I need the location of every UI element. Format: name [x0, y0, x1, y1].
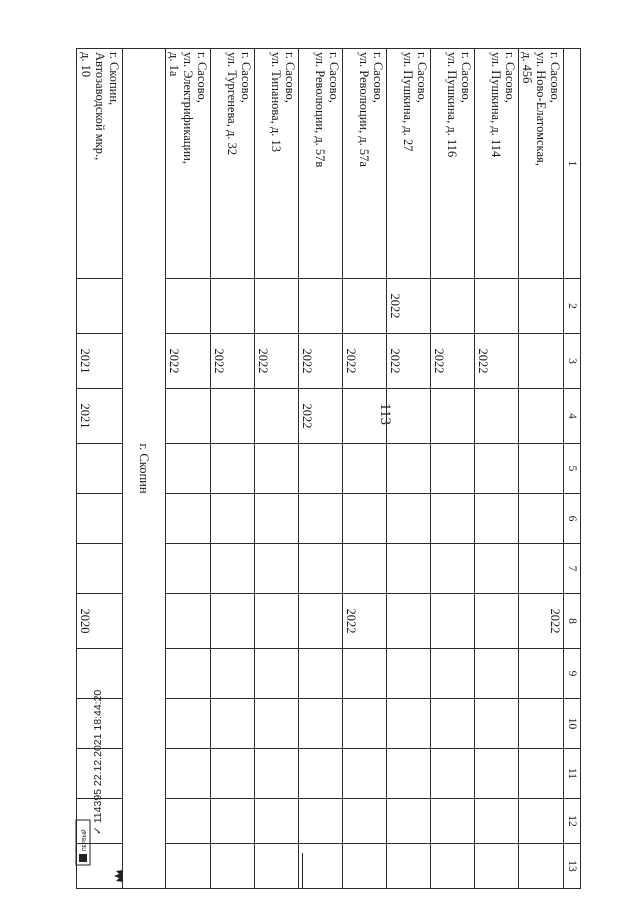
- year-cell: [387, 749, 431, 799]
- year-cell: [343, 389, 387, 444]
- table-row: [431, 49, 475, 889]
- address-cell: [475, 49, 519, 279]
- year-cell: [77, 544, 123, 594]
- year-cell: [343, 544, 387, 594]
- year-cell: 2022: [299, 389, 343, 444]
- year-cell: 2021: [77, 389, 123, 444]
- year-cell: [431, 799, 475, 844]
- year-cell: [519, 649, 564, 699]
- year-cell: 2022: [475, 334, 519, 389]
- year-cell: [343, 799, 387, 844]
- year-cell: [166, 844, 211, 889]
- year-cell: [431, 699, 475, 749]
- year-cell: [166, 389, 211, 444]
- address-line: ул. Революции, д. 57в: [313, 52, 327, 168]
- address-line: ул. Пушкина, д. 27: [401, 52, 415, 152]
- year-cell: [475, 649, 519, 699]
- year-cell: [211, 544, 255, 594]
- city-header: г. Скопин: [123, 49, 166, 889]
- year-cell: [431, 649, 475, 699]
- year-cell: [255, 699, 299, 749]
- address-cell: [387, 49, 431, 279]
- year-cell: [211, 649, 255, 699]
- address-cell: [299, 49, 343, 279]
- year-cell: [166, 749, 211, 799]
- year-cell: [475, 844, 519, 889]
- year-cell: 2022: [343, 334, 387, 389]
- year-cell: [299, 699, 343, 749]
- address-line: г. Сасово,: [415, 52, 429, 103]
- address-cell: [519, 49, 564, 279]
- year-cell: [519, 749, 564, 799]
- address-line: д. 1а: [167, 52, 181, 77]
- year-cell: [475, 389, 519, 444]
- crown-icon: [112, 869, 124, 883]
- address-line: д. 10: [79, 52, 93, 78]
- year-cell: [77, 444, 123, 494]
- year-cell: [343, 844, 387, 889]
- year-cell: [519, 844, 564, 889]
- year-cell: 2020: [77, 594, 123, 649]
- address-line: Автозаводской мкр.,: [93, 52, 107, 161]
- year-cell: [299, 444, 343, 494]
- column-header: 10: [564, 699, 581, 749]
- year-cell: [166, 594, 211, 649]
- year-cell: [255, 649, 299, 699]
- address-cell: [166, 49, 211, 279]
- column-header: 3: [564, 334, 581, 389]
- address-cell: [431, 49, 475, 279]
- year-cell: [211, 444, 255, 494]
- year-cell: [519, 279, 564, 334]
- year-cell: [343, 279, 387, 334]
- year-cell: [475, 799, 519, 844]
- year-cell: [387, 594, 431, 649]
- table-row: [255, 49, 299, 889]
- year-cell: [255, 749, 299, 799]
- year-cell: 2022: [255, 334, 299, 389]
- year-cell: [519, 389, 564, 444]
- year-cell: [299, 799, 343, 844]
- year-cell: [166, 444, 211, 494]
- address-cell: [343, 49, 387, 279]
- year-cell: [519, 699, 564, 749]
- year-cell: 2022: [431, 334, 475, 389]
- year-cell: [475, 749, 519, 799]
- year-cell: [387, 649, 431, 699]
- table-row: [475, 49, 519, 889]
- year-cell: [166, 279, 211, 334]
- year-cell: [475, 494, 519, 544]
- year-cell: [255, 494, 299, 544]
- document-meta-text: 114395 22.12.2021 18:44:20: [92, 689, 104, 824]
- year-cell: [519, 334, 564, 389]
- year-cell: [77, 279, 123, 334]
- year-cell: [431, 544, 475, 594]
- year-cell: [431, 279, 475, 334]
- year-cell: [475, 279, 519, 334]
- electronic-stamp: [73, 716, 93, 866]
- year-cell: [519, 799, 564, 844]
- year-cell: [475, 594, 519, 649]
- year-cell: [299, 749, 343, 799]
- year-cell: [299, 494, 343, 544]
- year-cell: [255, 544, 299, 594]
- year-cell: 2022: [343, 594, 387, 649]
- address-line: ул. Тургенева, д. 32: [225, 52, 239, 156]
- year-cell: [255, 799, 299, 844]
- year-cell: [387, 389, 431, 444]
- address-cell: [77, 49, 123, 279]
- year-cell: [255, 444, 299, 494]
- address-line: ул. Ново-Елатомская,: [534, 52, 548, 166]
- signature-check-icon: ✓: [92, 826, 104, 835]
- year-cell: [211, 799, 255, 844]
- address-line: г. Скопин,: [107, 52, 121, 106]
- table-row: [387, 49, 431, 889]
- address-line: ул. Типанова, д. 13: [269, 52, 283, 153]
- year-cell: [255, 594, 299, 649]
- year-cell: [299, 594, 343, 649]
- program-table: [76, 48, 581, 889]
- document-meta: [92, 690, 104, 835]
- year-cell: [387, 844, 431, 889]
- year-cell: [431, 844, 475, 889]
- table-row: [299, 49, 343, 889]
- table-row: [519, 49, 564, 889]
- address-line: г. Сасово,: [239, 52, 253, 103]
- table-row: [166, 49, 211, 889]
- column-header: 4: [564, 389, 581, 444]
- year-cell: [343, 749, 387, 799]
- year-cell: [387, 544, 431, 594]
- city-section-row: [123, 49, 166, 889]
- year-cell: [211, 594, 255, 649]
- year-cell: 2022: [519, 594, 564, 649]
- year-cell: [166, 799, 211, 844]
- column-header: 13: [564, 844, 581, 889]
- year-cell: 2021: [77, 334, 123, 389]
- table-row: [211, 49, 255, 889]
- year-cell: [299, 544, 343, 594]
- column-header: 5: [564, 444, 581, 494]
- column-number-row: [564, 49, 581, 889]
- year-cell: 2022: [166, 334, 211, 389]
- year-cell: [211, 749, 255, 799]
- column-header: 2: [564, 279, 581, 334]
- address-line: ул. Пушкина, д. 116: [445, 52, 459, 158]
- column-header: 8: [564, 594, 581, 649]
- year-cell: [211, 279, 255, 334]
- address-line: д. 45б: [520, 52, 534, 84]
- year-cell: [343, 444, 387, 494]
- address-line: ул. Электрификации,: [181, 52, 195, 164]
- year-cell: [211, 699, 255, 749]
- year-cell: [431, 749, 475, 799]
- address-line: г. Сасово,: [459, 52, 473, 103]
- column-header: 12: [564, 799, 581, 844]
- year-cell: [475, 544, 519, 594]
- year-cell: 2022: [387, 334, 431, 389]
- year-cell: [299, 844, 343, 889]
- year-cell: [431, 444, 475, 494]
- year-cell: [343, 649, 387, 699]
- page-number: 113: [377, 403, 393, 425]
- year-cell: [387, 799, 431, 844]
- year-cell: [299, 649, 343, 699]
- year-cell: [343, 699, 387, 749]
- address-line: г. Сасово,: [283, 52, 297, 103]
- address-cell: [255, 49, 299, 279]
- column-header: 9: [564, 649, 581, 699]
- year-cell: [519, 544, 564, 594]
- year-cell: [431, 494, 475, 544]
- year-cell: 2022: [299, 334, 343, 389]
- svg-text:ПЕРВЫЙ: ПЕРВЫЙ: [82, 829, 88, 851]
- year-cell: [166, 699, 211, 749]
- year-cell: [387, 444, 431, 494]
- year-cell: [299, 279, 343, 334]
- year-cell: [77, 494, 123, 544]
- year-cell: [519, 444, 564, 494]
- year-cell: [166, 544, 211, 594]
- year-cell: [166, 494, 211, 544]
- year-cell: 2022: [387, 279, 431, 334]
- address-line: г. Сасово,: [371, 52, 385, 103]
- year-cell: [475, 444, 519, 494]
- year-cell: [431, 594, 475, 649]
- year-cell: [211, 494, 255, 544]
- column-header: 7: [564, 544, 581, 594]
- address-line: ул. Революции, д. 57а: [357, 52, 371, 167]
- column-header: 11: [564, 749, 581, 799]
- year-cell: [519, 494, 564, 544]
- year-cell: [255, 844, 299, 889]
- year-cell: [431, 389, 475, 444]
- address-line: г. Сасово,: [548, 52, 562, 103]
- year-cell: [166, 649, 211, 699]
- column-header: 6: [564, 494, 581, 544]
- year-cell: [387, 494, 431, 544]
- year-cell: [343, 494, 387, 544]
- table-row: [343, 49, 387, 889]
- year-cell: [387, 699, 431, 749]
- address-line: ул. Пушкина, д. 114: [489, 52, 503, 158]
- year-cell: [255, 389, 299, 444]
- column-header: 1: [564, 49, 581, 279]
- year-cell: [475, 699, 519, 749]
- year-cell: 2022: [211, 334, 255, 389]
- year-cell: [255, 279, 299, 334]
- margin-mark: [302, 853, 303, 888]
- address-cell: [211, 49, 255, 279]
- address-line: г. Сасово,: [503, 52, 517, 103]
- year-cell: [211, 389, 255, 444]
- year-cell: [211, 844, 255, 889]
- address-line: г. Сасово,: [327, 52, 341, 103]
- address-line: г. Сасово,: [195, 52, 209, 103]
